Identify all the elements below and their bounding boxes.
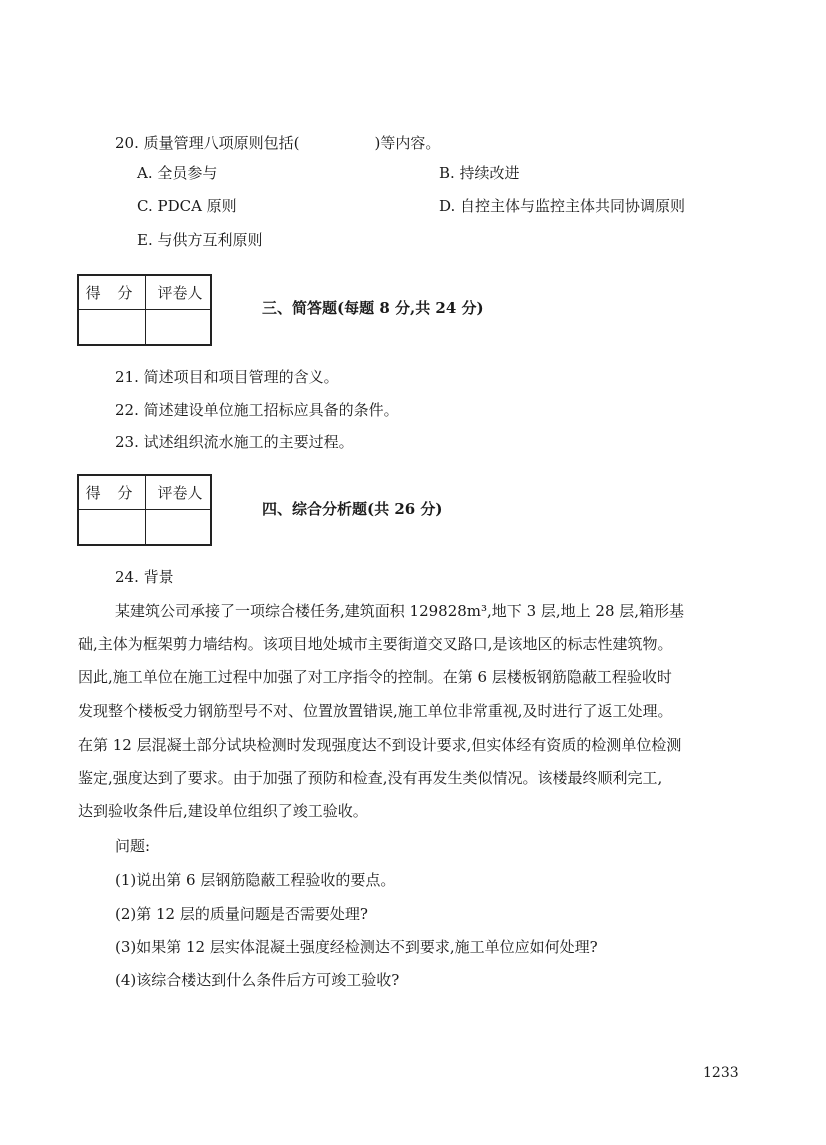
- score-box-section3: [77, 274, 212, 346]
- q20-option-d: D. 自控主体与监控主体共同协调原则: [439, 197, 686, 215]
- q20-stem: 20. 质量管理八项原则包括( )等内容。: [115, 134, 441, 152]
- question-22: 22. 简述建设单位施工招标应具备的条件。: [115, 401, 399, 419]
- q20-option-c: C. PDCA 原则: [137, 197, 237, 215]
- question-23: 23. 试述组织流水施工的主要过程。: [115, 433, 354, 451]
- q20-option-e: E. 与供方互利原则: [137, 231, 263, 249]
- grader-label: 评卷人: [157, 484, 203, 502]
- sub-question-3: (3)如果第 12 层实体混凝土强度经检测达不到要求,施工单位应如何处理?: [115, 938, 598, 956]
- grader-label: 评卷人: [157, 284, 203, 302]
- score-label: 得 分: [85, 284, 139, 302]
- question-21: 21. 简述项目和项目管理的含义。: [115, 368, 339, 386]
- question-24-label: 24. 背景: [115, 568, 174, 586]
- score-box-section4: [77, 474, 212, 546]
- sub-question-4: (4)该综合楼达到什么条件后方可竣工验收?: [115, 971, 400, 989]
- background-line-4: 发现整个楼板受力钢筋型号不对、位置放置错误,施工单位非常重视,及时进行了返工处理。: [78, 702, 673, 720]
- background-line-7: 达到验收条件后,建设单位组织了竣工验收。: [78, 802, 368, 820]
- background-line-1: 某建筑公司承接了一项综合楼任务,建筑面积 129828m³,地下 3 层,地上 28 层,箱形基: [115, 602, 685, 620]
- background-line-3: 因此,施工单位在施工过程中加强了对工序指令的控制。在第 6 层楼板钢筋隐蔽工程验收时: [78, 668, 672, 686]
- background-line-6: 鉴定,强度达到了要求。由于加强了预防和检查,没有再发生类似情况。该楼最终顺利完工,: [78, 769, 663, 787]
- sub-question-1: (1)说出第 6 层钢筋隐蔽工程验收的要点。: [115, 871, 396, 889]
- page-number: 1233: [703, 1065, 739, 1081]
- section3-title: 三、简答题(每题 8 分,共 24 分): [262, 299, 484, 317]
- section4-title: 四、综合分析题(共 26 分): [262, 500, 443, 518]
- q20-option-b: B. 持续改进: [439, 164, 520, 182]
- sub-question-2: (2)第 12 层的质量问题是否需要处理?: [115, 905, 368, 923]
- q20-option-a: A. 全员参与: [137, 164, 218, 182]
- score-label: 得 分: [85, 484, 139, 502]
- background-line-5: 在第 12 层混凝土部分试块检测时发现强度达不到设计要求,但实体经有资质的检测单位检测: [78, 736, 682, 754]
- background-line-2: 础,主体为框架剪力墙结构。该项目地处城市主要街道交叉路口,是该地区的标志性建筑物。: [78, 635, 673, 653]
- question-heading: 问题:: [115, 837, 151, 855]
